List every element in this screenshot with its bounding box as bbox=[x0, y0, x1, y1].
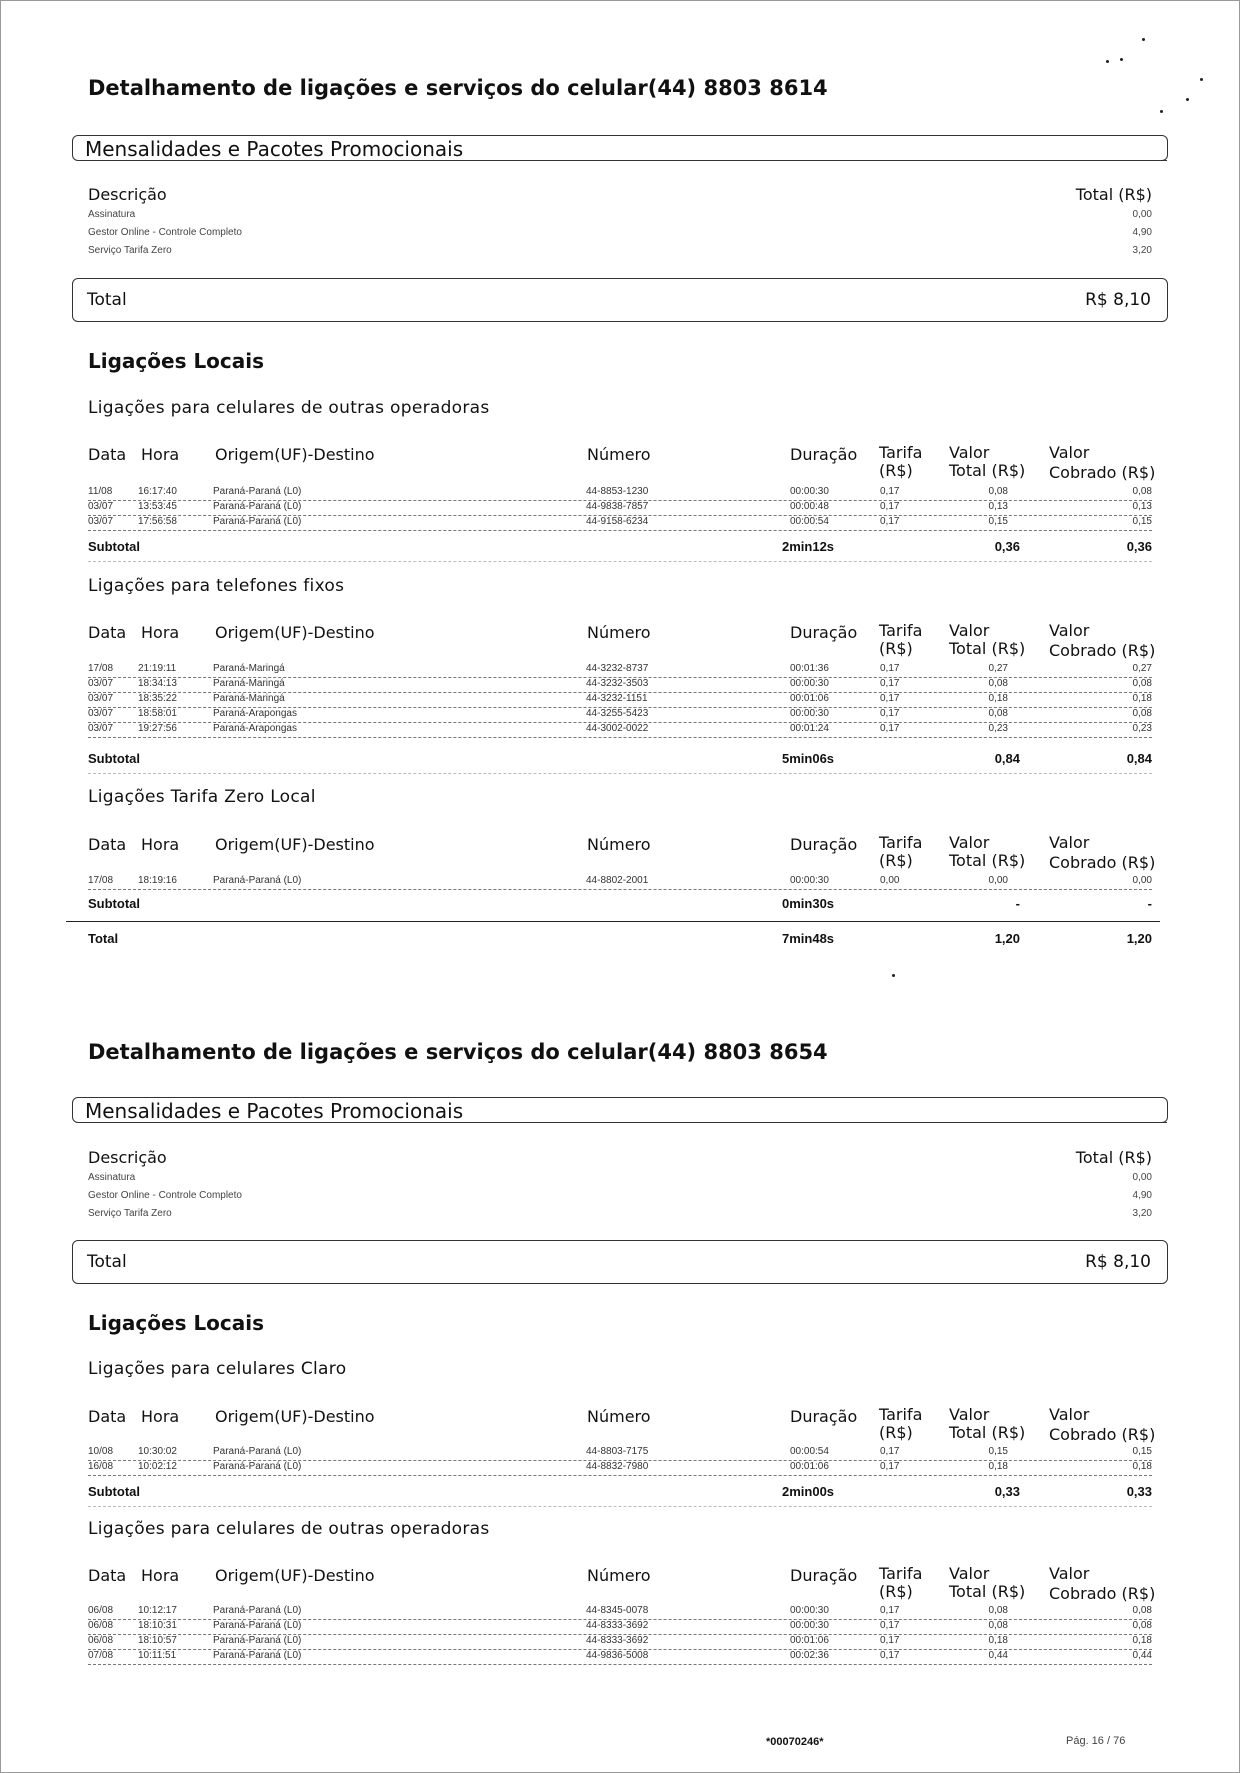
col-tarifa-unit: (R$) bbox=[879, 1582, 913, 1601]
table-row: 03/07 18:58:01 Paraná-Arapongas 44-3255-5423 00:00:30 0,17 0,08 0,08 bbox=[88, 708, 1152, 723]
pacotes-total-value: R$ 8,10 bbox=[1085, 1252, 1151, 1272]
col-hora: Hora bbox=[141, 1566, 180, 1585]
col-hora: Hora bbox=[141, 835, 180, 854]
subtotal-cobrado: 0,33 bbox=[1126, 1484, 1152, 1499]
col-tarifa-unit: (R$) bbox=[879, 461, 913, 480]
pacote-value: 4,90 bbox=[1132, 1190, 1152, 1201]
col-tarifa-unit: (R$) bbox=[879, 639, 913, 658]
footer-page-number: Pág. 16 / 76 bbox=[1066, 1735, 1126, 1747]
table-row: 03/07 13:53:45 Paraná-Paraná (L0) 44-9838-7857 00:00:48 0,17 0,13 0,13 bbox=[88, 501, 1152, 516]
pacote-desc: Gestor Online - Controle Completo bbox=[88, 227, 242, 238]
col-duracao: Duração bbox=[790, 1407, 858, 1426]
col-valor-total-unit: Total (R$) bbox=[949, 1582, 1026, 1601]
section-title: Detalhamento de ligações e serviços do celular(44) 8803 8614 bbox=[88, 76, 828, 100]
subtotal-label: Subtotal bbox=[88, 751, 140, 766]
col-numero: Número bbox=[587, 623, 651, 642]
col-valor-total: Valor bbox=[949, 1405, 990, 1424]
col-valor-total-unit: Total (R$) bbox=[949, 851, 1026, 870]
col-valor-total: Valor bbox=[949, 1564, 990, 1583]
scan-speck bbox=[1142, 38, 1145, 41]
col-duracao: Duração bbox=[790, 445, 858, 464]
pacotes-heading-box bbox=[72, 135, 1168, 161]
divider bbox=[88, 773, 1152, 774]
pacote-value: 3,20 bbox=[1132, 1208, 1152, 1219]
col-valor-cobrado: Valor bbox=[1049, 1564, 1090, 1583]
col-numero: Número bbox=[587, 445, 651, 464]
col-valor-cobrado-unit: Cobrado (R$) bbox=[1049, 1584, 1156, 1603]
col-duracao: Duração bbox=[790, 623, 858, 642]
subtotal-duration: 5min06s bbox=[782, 751, 835, 766]
col-numero: Número bbox=[587, 1566, 651, 1585]
table-row: 17/08 21:19:11 Paraná-Maringá 44-3232-8737 00:01:36 0,17 0,27 0,27 bbox=[88, 663, 1152, 678]
col-valor-cobrado: Valor bbox=[1049, 833, 1090, 852]
subtotal-duration: 2min12s bbox=[782, 539, 835, 554]
col-tarifa: Tarifa bbox=[879, 833, 923, 852]
col-data: Data bbox=[88, 1407, 127, 1426]
pacotes-total-label: Total bbox=[87, 1252, 127, 1272]
col-duracao: Duração bbox=[790, 1566, 858, 1585]
col-data: Data bbox=[88, 445, 127, 464]
col-origem: Origem(UF)-Destino bbox=[215, 1407, 375, 1426]
col-tarifa-unit: (R$) bbox=[879, 851, 913, 870]
pacote-value: 0,00 bbox=[1132, 209, 1152, 220]
col-valor-total: Valor bbox=[949, 621, 990, 640]
group-heading: Ligações para celulares de outras operadoras bbox=[88, 1519, 490, 1539]
pacote-desc: Gestor Online - Controle Completo bbox=[88, 1190, 242, 1201]
col-descricao: Descrição bbox=[88, 185, 167, 204]
col-valor-cobrado-unit: Cobrado (R$) bbox=[1049, 1425, 1156, 1444]
subtotal-total: 0,36 bbox=[994, 539, 1020, 554]
table-row: 03/07 18:34:13 Paraná-Maringá 44-3232-3503 00:00:30 0,17 0,08 0,08 bbox=[88, 678, 1152, 693]
col-descricao: Descrição bbox=[88, 1148, 167, 1167]
pacote-desc: Serviço Tarifa Zero bbox=[88, 1208, 172, 1219]
col-tarifa: Tarifa bbox=[879, 443, 923, 462]
table-row: 03/07 18:35:22 Paraná-Maringá 44-3232-1151 00:01:06 0,17 0,18 0,18 bbox=[88, 693, 1152, 708]
col-total: Total (R$) bbox=[1075, 185, 1152, 204]
col-hora: Hora bbox=[141, 1407, 180, 1426]
col-origem: Origem(UF)-Destino bbox=[215, 835, 375, 854]
col-tarifa-unit: (R$) bbox=[879, 1423, 913, 1442]
group-heading: Ligações para celulares Claro bbox=[88, 1359, 347, 1379]
scan-speck bbox=[1160, 110, 1163, 113]
col-valor-cobrado: Valor bbox=[1049, 621, 1090, 640]
subtotal-cobrado: 0,36 bbox=[1126, 539, 1152, 554]
pacote-value: 3,20 bbox=[1132, 245, 1152, 256]
col-hora: Hora bbox=[141, 623, 180, 642]
divider bbox=[88, 561, 1152, 562]
subtotal-total: - bbox=[1015, 896, 1020, 911]
grand-total-duration: 7min48s bbox=[782, 931, 835, 946]
divider bbox=[88, 1506, 1152, 1507]
subtotal-label: Subtotal bbox=[88, 1484, 140, 1499]
subtotal-label: Subtotal bbox=[88, 539, 140, 554]
table-row: 16/08 10:02:12 Paraná-Paraná (L0) 44-8832-7980 00:01:06 0,17 0,18 0,18 bbox=[88, 1461, 1152, 1476]
pacotes-heading: Mensalidades e Pacotes Promocionais bbox=[85, 137, 464, 161]
col-valor-cobrado-unit: Cobrado (R$) bbox=[1049, 641, 1156, 660]
pacotes-total-box bbox=[72, 278, 1168, 322]
table-row: 03/07 19:27:56 Paraná-Arapongas 44-3002-0022 00:01:24 0,17 0,23 0,23 bbox=[88, 723, 1152, 738]
col-total: Total (R$) bbox=[1075, 1148, 1152, 1167]
col-origem: Origem(UF)-Destino bbox=[215, 623, 375, 642]
table-row: 07/08 10:11:51 Paraná-Paraná (L0) 44-9836-5008 00:02:36 0,17 0,44 0,44 bbox=[88, 1650, 1152, 1665]
col-origem: Origem(UF)-Destino bbox=[215, 445, 375, 464]
pacotes-heading-box bbox=[72, 1097, 1168, 1123]
subtotal-label: Subtotal bbox=[88, 896, 140, 911]
col-valor-total: Valor bbox=[949, 833, 990, 852]
footer-code: *00070246* bbox=[766, 1736, 824, 1748]
pacotes-total-label: Total bbox=[87, 290, 127, 310]
col-hora: Hora bbox=[141, 445, 180, 464]
subtotal-duration: 0min30s bbox=[782, 896, 835, 911]
subtotal-total: 0,33 bbox=[994, 1484, 1020, 1499]
subtotal-duration: 2min00s bbox=[782, 1484, 835, 1499]
locais-heading: Ligações Locais bbox=[88, 349, 265, 373]
col-numero: Número bbox=[587, 1407, 651, 1426]
pacote-desc: Assinatura bbox=[88, 209, 136, 220]
subtotal-total: 0,84 bbox=[994, 751, 1020, 766]
table-row: 10/08 10:30:02 Paraná-Paraná (L0) 44-8803-7175 00:00:54 0,17 0,15 0,15 bbox=[88, 1446, 1152, 1461]
scan-speck bbox=[1200, 78, 1203, 81]
table-row: 06/08 18:10:31 Paraná-Paraná (L0) 44-8333-3692 00:00:30 0,17 0,08 0,08 bbox=[88, 1620, 1152, 1635]
col-tarifa: Tarifa bbox=[879, 1564, 923, 1583]
subtotal-cobrado: 0,84 bbox=[1126, 751, 1152, 766]
pacote-desc: Serviço Tarifa Zero bbox=[88, 245, 172, 256]
scan-speck bbox=[1186, 98, 1189, 101]
grand-total-label: Total bbox=[88, 931, 119, 946]
group-heading: Ligações para celulares de outras operadoras bbox=[88, 398, 490, 418]
group-heading: Ligações Tarifa Zero Local bbox=[88, 787, 316, 807]
col-data: Data bbox=[88, 835, 127, 854]
col-data: Data bbox=[88, 1566, 127, 1585]
scan-speck bbox=[1120, 58, 1123, 61]
pacotes-total-box bbox=[72, 1240, 1168, 1284]
col-duracao: Duração bbox=[790, 835, 858, 854]
col-valor-cobrado: Valor bbox=[1049, 1405, 1090, 1424]
col-data: Data bbox=[88, 623, 127, 642]
group-heading: Ligações para telefones fixos bbox=[88, 576, 345, 596]
grand-total-value: 1,20 bbox=[994, 931, 1020, 946]
col-valor-cobrado-unit: Cobrado (R$) bbox=[1049, 853, 1156, 872]
subtotal-cobrado: - bbox=[1147, 896, 1152, 911]
col-valor-total-unit: Total (R$) bbox=[949, 639, 1026, 658]
pacotes-heading: Mensalidades e Pacotes Promocionais bbox=[85, 1099, 464, 1123]
section-title: Detalhamento de ligações e serviços do celular(44) 8803 8654 bbox=[88, 1040, 828, 1064]
col-origem: Origem(UF)-Destino bbox=[215, 1566, 375, 1585]
col-valor-cobrado: Valor bbox=[1049, 443, 1090, 462]
col-valor-total-unit: Total (R$) bbox=[949, 461, 1026, 480]
grand-total-cobrado: 1,20 bbox=[1126, 931, 1152, 946]
pacotes-total-value: R$ 8,10 bbox=[1085, 290, 1151, 310]
table-row: 17/08 18:19:16 Paraná-Paraná (L0) 44-8802-2001 00:00:30 0,00 0,00 0,00 bbox=[88, 875, 1152, 890]
col-valor-total: Valor bbox=[949, 443, 990, 462]
col-valor-cobrado-unit: Cobrado (R$) bbox=[1049, 463, 1156, 482]
scan-speck bbox=[1106, 60, 1109, 63]
pacote-desc: Assinatura bbox=[88, 1172, 136, 1183]
locais-heading: Ligações Locais bbox=[88, 1311, 265, 1335]
table-row: 03/07 17:56:58 Paraná-Paraná (L0) 44-9158-6234 00:00:54 0,17 0,15 0,15 bbox=[88, 516, 1152, 531]
col-tarifa: Tarifa bbox=[879, 621, 923, 640]
table-row: 06/08 10:12:17 Paraná-Paraná (L0) 44-8345-0078 00:00:30 0,17 0,08 0,08 bbox=[88, 1605, 1152, 1620]
table-row: 06/08 18:10:57 Paraná-Paraná (L0) 44-8333-3692 00:01:06 0,17 0,18 0,18 bbox=[88, 1635, 1152, 1650]
grand-total-rule bbox=[66, 921, 1160, 922]
pacote-value: 4,90 bbox=[1132, 227, 1152, 238]
scan-speck bbox=[892, 974, 895, 977]
pacote-value: 0,00 bbox=[1132, 1172, 1152, 1183]
table-row: 11/08 16:17:40 Paraná-Paraná (L0) 44-8853-1230 00:00:30 0,17 0,08 0,08 bbox=[88, 486, 1152, 501]
col-tarifa: Tarifa bbox=[879, 1405, 923, 1424]
col-valor-total-unit: Total (R$) bbox=[949, 1423, 1026, 1442]
col-numero: Número bbox=[587, 835, 651, 854]
